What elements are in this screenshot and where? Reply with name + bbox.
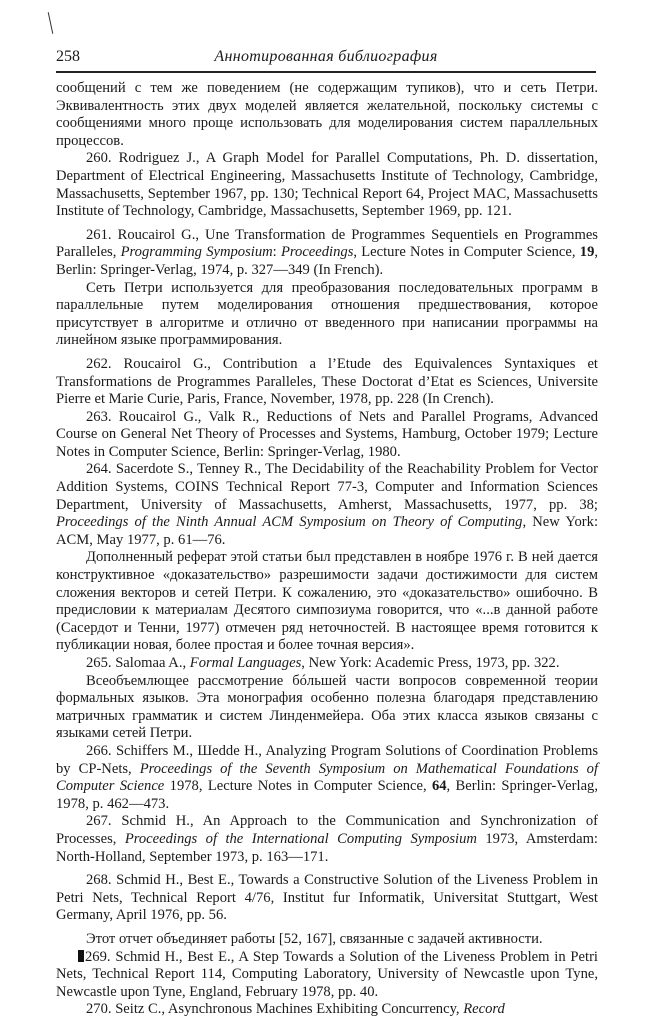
volume-number: 19 xyxy=(579,244,595,261)
bibliography-entry xyxy=(56,949,598,1002)
continued-paragraph: сообщений с тем же поведением (не содержащим тупиков), что и сеть Петри. Эквивалентность этих двух моделей является желательной, поскольку системы с сообщениями много проще использовать для моделирования систем параллельных процессов. xyxy=(56,80,598,149)
italic-title: Proceedings of the International Computing Symposium xyxy=(124,830,477,847)
bibliography-entry xyxy=(56,227,598,280)
header-rule xyxy=(56,71,596,73)
bibliography-entry xyxy=(56,150,598,220)
entry-text: Seitz C., Asynchronous Machines Exhibiting Concurrency, xyxy=(111,1001,464,1018)
entry-text: , New York: ACM, May 1977, p. 61—76. xyxy=(56,514,599,548)
italic-title: Proceedings of the Ninth Annual ACM Symposium on Theory of Computing xyxy=(56,514,523,531)
entry-number: 262. xyxy=(86,355,112,372)
entry-text: Roucairol G., Contribution a l’Etude des Equivalences Syntaxiques et Transformations de Programmes Paralleles, These Doctorat d’Etat es Sciences, Universite Pierre et Marie Curie, Paris, France, November, 1978, pp. 228 (In Crench). xyxy=(56,355,598,408)
entry-number: 266. xyxy=(86,742,112,759)
entry-text: Sacerdote S., Tenney R., The Decidability of the Reachability Problem for Vector Addition Systems, COINS Technical Report 77-3, Computer and Information Sciences Department, University of Massachusetts, Amherst, Massachusetts, 1977, pp. 38; xyxy=(56,461,598,513)
bibliography-body xyxy=(56,80,598,1019)
entry-number: 261. xyxy=(86,226,112,243)
page-number: 258 xyxy=(56,48,80,65)
annotation-paragraph: Дополненный реферат этой статьи был представлен в ноябре 1976 г. В ней дается конструктивное «доказательство» разрешимости задачи достижимости для систем сложения векторов и сетей Петри. К сожалению, это «доказательство» ошибочно. В предисловии к материалам Десятого симпозиума говорится, что «...в данной работе (Сасердот и Тенни, 1977) отмечен ряд неточностей. В настоящее время готовится к публикации новая, более простая и более точная версия». xyxy=(56,549,598,654)
entry-number: 263. xyxy=(86,408,112,425)
entry-number: 260. xyxy=(86,150,112,167)
scan-artifact-mark xyxy=(48,12,54,34)
italic-title: Programming Symposium xyxy=(120,244,273,261)
entry-text: : xyxy=(272,244,281,261)
entry-text: Schmid H., Best E., A Step Towards a Solution of the Liveness Problem in Petri Nets, Technical Report 114, Computing Laboratory, University of Newcastle upon Tyne, Newcastle upon Tyne, England, February 1978, pp. 40. xyxy=(56,948,598,1000)
bibliography-entry xyxy=(56,1001,598,1019)
volume-number: 64 xyxy=(431,778,447,795)
entry-number: 264. xyxy=(86,461,112,478)
annotation-paragraph: Всеобъемлющее рассмотрение бóльшей части вопросов современной теории формальных языков. Эта монография особенно полезна благодаря представлению матричных грамматик и систем Линденмейера. Оба этих класса языков связаны с языками сетей Петри. xyxy=(56,672,598,742)
running-title: Аннотированная библиография xyxy=(214,48,438,65)
entry-text: Salomaa A., xyxy=(111,655,190,671)
bibliography-entry xyxy=(56,356,598,409)
entry-text: , New York: Academic Press, 1973, pp. 322. xyxy=(301,655,560,671)
entry-number: 270. xyxy=(86,1001,112,1018)
italic-title: Proceedings of the Seventh Symposium on Mathematical Foundations of Computer Science xyxy=(56,760,598,795)
ink-blot-mark xyxy=(78,950,84,962)
entry-number: 268. xyxy=(86,872,112,889)
italic-title: Record xyxy=(463,1001,505,1018)
bibliography-entry xyxy=(56,872,598,925)
entry-text: Roucairol G., Valk R., Reductions of Nets and Parallel Programs, Advanced Course on General Net Theory of Processes and Systems, Hamburg, October 1979; Lecture Notes in Computer Science, Berlin: Springer-Verlag, 1980. xyxy=(56,408,598,460)
bibliography-entry xyxy=(56,743,598,813)
bibliography-entry xyxy=(56,655,598,673)
entry-number: 269. xyxy=(85,948,111,965)
italic-title: Proceedings xyxy=(280,244,354,261)
entry-text: Schmid H., An Approach to the Communication and Synchronization of Processes, xyxy=(56,813,598,847)
entry-text: Schiffers M., Шedde H., Analyzing Program Solutions of Coordination Problems by CP-Nets, xyxy=(56,742,598,777)
entry-text: , Berlin: Springer-Verlag, 1974, p. 327—349 (In French). xyxy=(56,244,599,278)
entry-text: , Berlin: Springer-Verlag, 1978, p. 462—473. xyxy=(56,778,598,812)
annotation-paragraph: Этот отчет объединяет работы [52, 167], связанные с задачей активности. xyxy=(86,930,543,947)
page-header xyxy=(56,44,596,70)
entry-text: Roucairol G., Une Transformation de Programmes Sequentiels en Programmes Paralleles, xyxy=(56,226,598,261)
entry-text: Schmid H., Best E., Towards a Constructive Solution of the Liveness Problem in Petri Nets, Technical Report 4/76, Institut fur Informatik, Universitat Stuttgart, West Germany, April 1976, pp. 56. xyxy=(56,872,598,924)
bibliography-entry xyxy=(56,813,598,866)
entry-text: 1978, Lecture Notes in Computer Science, xyxy=(164,778,432,795)
italic-title: Formal Languages xyxy=(189,655,302,671)
entry-number: 265. xyxy=(86,655,112,671)
entry-number: 267. xyxy=(86,813,112,830)
entry-text: 1973, Amsterdam: North-Holland, September 1973, p. 163—171. xyxy=(56,830,598,865)
bibliography-entry xyxy=(56,461,598,549)
bibliography-entry xyxy=(56,409,598,462)
annotation-paragraph: Сеть Петри используется для преобразования последовательных программ в параллельные путем моделирования отношения предшествования, которое присутствует в алгоритме и отлично от введенного при написании программы на линейном языке программирования. xyxy=(56,279,598,349)
entry-text: Rodriguez J., A Graph Model for Parallel Computations, Ph. D. dissertation, Department of Electrical Engineering, Massachusetts Institute of Technology, Cambridge, Massachusetts, September 1967, pp. 130; Technical Report 64, Project MAC, Massachusetts Institute of Technology, Cambridge, Massachusetts, September 1969, pp. 121. xyxy=(56,150,598,220)
entry-text: , Lecture Notes in Computer Science, xyxy=(353,244,580,261)
